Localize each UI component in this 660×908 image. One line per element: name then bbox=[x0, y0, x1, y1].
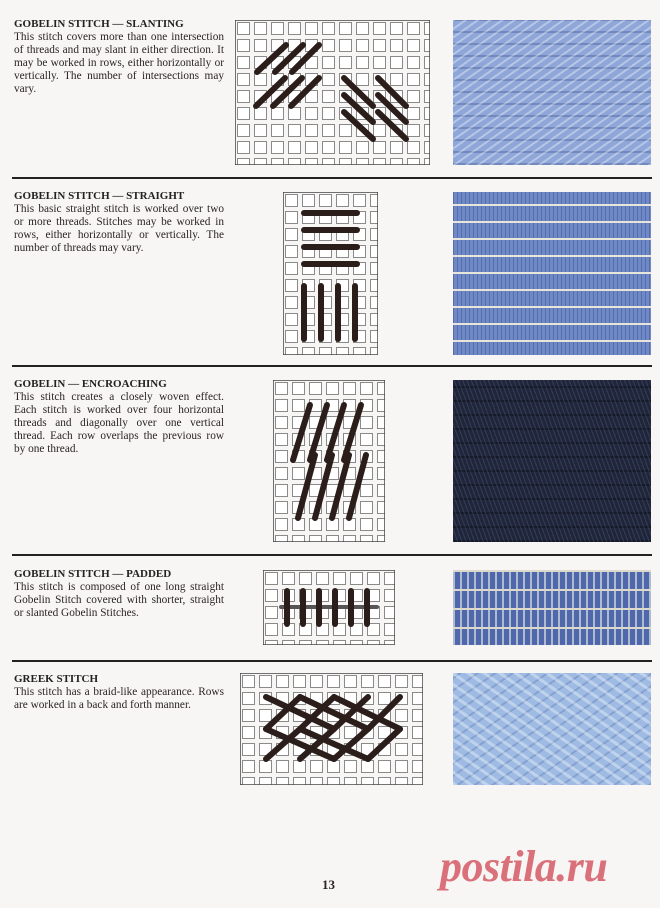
section-encroaching-text bbox=[14, 378, 224, 456]
divider bbox=[12, 660, 652, 662]
padded-stitch-diagram bbox=[263, 570, 395, 645]
section-heading: GOBELIN — ENCROACHING bbox=[14, 378, 167, 390]
section-heading: GREEK STITCH bbox=[14, 673, 99, 685]
divider bbox=[12, 554, 652, 556]
section-body: This stitch is composed of one long straight Gobelin Stitch covered with shorter, straight or slanted Gobelin Stitches. bbox=[14, 581, 224, 619]
straight-stitch-diagram bbox=[283, 192, 378, 355]
greek-stitch-photo bbox=[453, 673, 651, 785]
slanting-stitch-photo bbox=[453, 20, 651, 165]
section-straight-text bbox=[14, 190, 224, 255]
section-body: This stitch has a braid-like appearance. Rows are worked in a back and forth manner. bbox=[14, 686, 224, 711]
greek-stitch-diagram bbox=[240, 673, 423, 785]
section-body: This basic straight stitch is worked over two or more threads. Stitches may be worked in rows, either horizontally or vertically. The number of threads may vary. bbox=[14, 203, 224, 254]
section-heading: GOBELIN STITCH — PADDED bbox=[14, 568, 172, 580]
encroaching-stitch-photo bbox=[453, 380, 651, 542]
encroaching-stitch-diagram bbox=[273, 380, 385, 542]
section-heading: GOBELIN STITCH — SLANTING bbox=[14, 18, 184, 30]
divider bbox=[12, 365, 652, 367]
slanting-stitch-diagram bbox=[235, 20, 430, 165]
section-padded-text bbox=[14, 568, 224, 620]
section-heading: GOBELIN STITCH — STRAIGHT bbox=[14, 190, 185, 202]
section-slanting-text bbox=[14, 18, 224, 96]
straight-stitch-photo bbox=[453, 192, 651, 355]
divider bbox=[12, 177, 652, 179]
section-body: This stitch covers more than one intersection of threads and may slant in either direction. It may be worked in rows, either horizontally or vertically. The number of intersections may vary. bbox=[14, 31, 224, 95]
watermark: postila.ru bbox=[440, 842, 608, 891]
section-greek-text bbox=[14, 673, 224, 712]
section-body: This stitch creates a closely woven effect. Each stitch is worked over four horizontal threads and diagonally over one vertical thread. Each row overlaps the previous row by one thread. bbox=[14, 391, 224, 455]
padded-stitch-photo bbox=[453, 570, 651, 645]
page-number: 13 bbox=[322, 877, 335, 892]
